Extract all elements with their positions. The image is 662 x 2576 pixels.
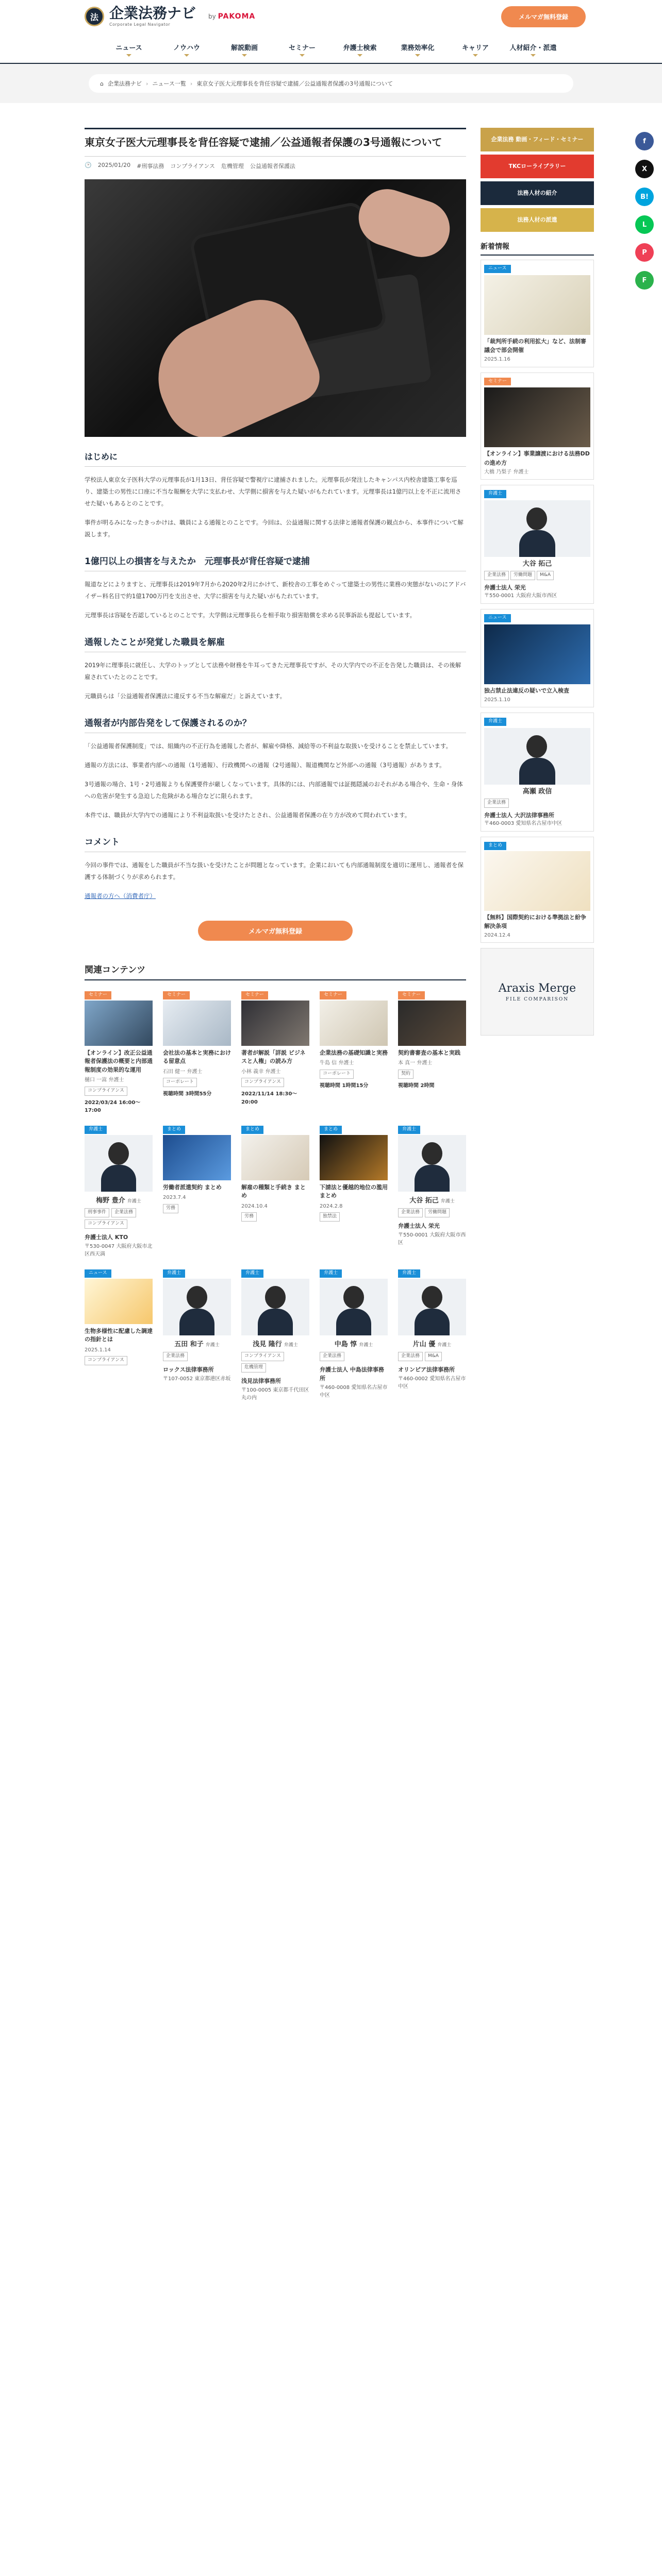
card-thumbnail <box>163 1135 231 1180</box>
topic-chip: コーポレート <box>163 1078 197 1087</box>
ad-banner[interactable] <box>481 948 594 1036</box>
nav-label: ノウハウ <box>173 44 200 52</box>
related-card[interactable] <box>398 1268 466 1402</box>
breadcrumb-news[interactable]: ニュース一覧 <box>152 80 186 87</box>
lawyer-suffix: 弁護士 <box>127 1198 141 1204</box>
sidebar-card[interactable] <box>481 485 594 604</box>
card-thumbnail <box>163 1001 231 1046</box>
category-badge: 弁護士 <box>398 1126 420 1134</box>
related-card[interactable] <box>163 1124 231 1259</box>
related-card[interactable] <box>85 990 153 1115</box>
card-thumbnail <box>85 1001 153 1046</box>
new-info-heading: 新着情報 <box>481 241 594 256</box>
nav-label: キャリア <box>461 44 489 52</box>
firm-name: オリンピア法律事務所 <box>398 1366 455 1373</box>
article-title: 東京女子医大元理事長を背任容疑で逮捕／公益通報者保護の3号通報について <box>85 128 466 157</box>
x-icon[interactable]: X <box>635 160 654 178</box>
practice-chip: 刑事事件 <box>85 1208 109 1217</box>
card-title: 契約書審査の基本と実践 <box>398 1049 460 1056</box>
related-card[interactable] <box>241 1268 309 1402</box>
chevron-down-icon <box>357 54 362 57</box>
topic-chip: 労務 <box>163 1204 178 1213</box>
lawyer-name <box>163 1340 231 1350</box>
nav-item[interactable] <box>158 37 216 63</box>
card-thumbnail <box>484 275 590 335</box>
feedly-icon[interactable]: F <box>635 271 654 290</box>
related-card[interactable] <box>398 990 466 1115</box>
sidebar-card[interactable] <box>481 837 594 943</box>
category-badge: ニュース <box>484 265 511 273</box>
category-badge: 弁護士 <box>484 490 506 498</box>
section-heading: はじめに <box>85 450 466 467</box>
topic-chip: コンプライアンス <box>85 1087 127 1096</box>
lawyer-name-text: 片山 優 <box>412 1340 436 1348</box>
breadcrumb-bar <box>0 64 662 103</box>
sidebar-card[interactable] <box>481 609 594 707</box>
category-badge: セミナー <box>398 991 425 999</box>
chevron-down-icon <box>473 54 478 57</box>
sidebar-banner[interactable]: 企業法務 動画・フィード・セミナー <box>481 128 594 151</box>
breadcrumb-separator: › <box>190 80 193 87</box>
sidebar-banner[interactable]: 法務人材の派遣 <box>481 208 594 232</box>
sidebar <box>481 128 594 1041</box>
topic-chip: 契約 <box>398 1070 413 1079</box>
paragraph: 元理事長は容疑を否認しているとのことです。大学側は元理事長らを相手取り損害賠償を求める民事訴訟も提起しています。 <box>85 612 416 619</box>
firm-address: 〒530-0047 大阪府大阪市北区西天満 <box>85 1243 153 1258</box>
category-badge: ニュース <box>484 614 511 622</box>
card-thumbnail <box>320 1135 388 1180</box>
ad-brand: Araxis Merge <box>498 981 576 995</box>
category-badge: まとめ <box>320 1126 342 1134</box>
newsletter-button[interactable]: メルマガ無料登録 <box>501 6 586 27</box>
category-badge: 弁護士 <box>484 718 506 726</box>
card-title: 下請法と優越的地位の濫用 まとめ <box>320 1183 388 1199</box>
lawyer-photo <box>241 1279 309 1335</box>
related-heading: 関連コンテンツ <box>85 962 466 980</box>
lawyer-name <box>398 1196 466 1206</box>
lawyer-name <box>398 1340 466 1350</box>
facebook-icon[interactable]: f <box>635 132 654 150</box>
site-header <box>0 0 662 33</box>
card-title: 著者が解説「詳説 ビジネスと人権」の読み方 <box>241 1049 306 1065</box>
article-tag[interactable]: 危機管理 <box>221 163 244 170</box>
practice-chip: 企業法務 <box>484 571 509 580</box>
site-logo[interactable] <box>85 6 255 27</box>
related-card[interactable] <box>320 990 388 1115</box>
practice-chip: 企業法務 <box>320 1352 344 1361</box>
related-card[interactable] <box>163 1268 231 1402</box>
card-title: 会社法の基本と実務における留意点 <box>163 1049 231 1065</box>
category-badge: 弁護士 <box>398 1269 420 1278</box>
practice-chip: 企業法務 <box>398 1352 423 1361</box>
lawyer-suffix: 弁護士 <box>437 1342 452 1348</box>
lawyer-photo <box>484 500 590 557</box>
logo-text: 企業法務ナビ <box>109 5 196 22</box>
topic-chip: コーポレート <box>320 1070 354 1079</box>
card-schedule: 2022/11/14 18:30〜20:00 <box>241 1091 297 1105</box>
card-meta: 2024.12.4 <box>484 932 510 938</box>
paragraph: 3号通報の場合、1号・2号通報よりも保護要件が厳しくなっています。具体的には、内部通報では証拠隠滅のおそれがある場合や、生命・身体への危害が発生する急迫した危険がある場合などに限られます。 <box>85 781 463 800</box>
home-icon[interactable]: ⌂ <box>100 80 104 87</box>
nav-item[interactable] <box>100 37 158 63</box>
related-card[interactable] <box>163 990 231 1115</box>
paragraph: 学校法人東京女子医科大学の元理事長が1月13日、背任容疑で警視庁に逮捕されました。元理事長が発注したキャンパス内校舎建築工事を巡り、建築士の男性に口座に不当な報酬を大学に支払わせ、大学側に損害を与えた疑いがもたれています。元理事長は1億円以上を不正に流用させた疑いもあるとのことです。 <box>85 476 461 507</box>
lawyer-name-text: 梅野 豊介 <box>96 1196 125 1205</box>
article-tag[interactable]: #刑事法務 <box>137 163 164 170</box>
section-heading: コメント <box>85 835 466 852</box>
category-badge: セミナー <box>163 991 190 999</box>
breadcrumb-current: 東京女子医大元理事長を背任容疑で逮捕／公益通報者保護の3号通報について <box>196 80 393 87</box>
card-thumbnail <box>241 1135 309 1180</box>
lawyer-name-text: 中島 惇 <box>334 1340 357 1348</box>
logo-subtitle: Corporate Legal Navigator <box>109 22 171 27</box>
lawyer-name <box>241 1340 309 1350</box>
nav-label: 業務効率化 <box>401 44 435 52</box>
practice-chip: 危機管理 <box>241 1363 266 1372</box>
card-meta: 2025.1.10 <box>484 697 510 703</box>
firm-name: 浅見法律事務所 <box>241 1377 281 1384</box>
category-badge: まとめ <box>241 1126 263 1134</box>
related-card[interactable] <box>398 1124 466 1259</box>
category-badge: まとめ <box>484 842 506 850</box>
paragraph: 今回の事件では、通報をした職員が不当な扱いを受けたことが問題となっています。企業においても内部通報制度を適切に運用し、通報者を保護する体制づくりが求められます。 <box>85 861 464 880</box>
card-schedule: 視聴時間 3時間55分 <box>163 1091 212 1097</box>
paragraph: 元職員らは「公益通報者保護法に違反する不当な解雇だ」と訴えています。 <box>85 692 286 700</box>
category-badge: 弁護士 <box>241 1269 263 1278</box>
firm-address: 〒460-0002 愛知県名古屋市中区 <box>398 1376 466 1390</box>
card-title: 解雇の種類と手続き まとめ <box>241 1183 306 1199</box>
card-title: 「裁判所手続の利用拡大」など、法制審議会で部会開催 <box>484 337 586 353</box>
lawyer-photo <box>484 728 590 785</box>
hero-image <box>85 179 466 437</box>
related-card[interactable] <box>241 990 309 1115</box>
firm-name: 弁護士法人 栄光 <box>484 584 526 591</box>
category-badge: セミナー <box>484 378 511 386</box>
practice-chip: 企業法務 <box>484 799 509 808</box>
related-card[interactable] <box>85 1268 153 1402</box>
category-badge: セミナー <box>241 991 268 999</box>
lawyer-name <box>320 1340 388 1350</box>
chevron-down-icon <box>300 54 305 57</box>
category-badge: 弁護士 <box>163 1269 185 1278</box>
category-badge: 弁護士 <box>85 1126 107 1134</box>
category-badge: セミナー <box>320 991 346 999</box>
nav-label: 解説動画 <box>230 44 258 52</box>
section-heading: 通報したことが発覚した職員を解雇 <box>85 635 466 652</box>
nav-item[interactable] <box>504 37 562 63</box>
card-meta: 石田 健一 弁護士 <box>163 1069 203 1075</box>
article-date: 2025/01/20 <box>97 162 131 168</box>
card-meta: 牛島 信 弁護士 <box>320 1060 354 1066</box>
nav-label: 人材紹介・派遣 <box>509 44 557 52</box>
card-meta: 大橋 乃梨子 弁護士 <box>484 469 529 475</box>
ad-subtitle: FILE COMPARISON <box>505 996 569 1002</box>
card-title: 【無料】国際契約における準拠法と紛争解決条項 <box>484 913 586 929</box>
sidebar-banner[interactable]: TKCローライブラリー <box>481 155 594 178</box>
topic-chip: 独禁法 <box>320 1212 340 1222</box>
firm-address: 〒550-0001 大阪府大阪市西区 <box>484 593 557 599</box>
card-thumbnail <box>398 1001 466 1046</box>
card-meta: 2023.7.4 <box>163 1195 186 1201</box>
sidebar-card[interactable] <box>481 372 594 480</box>
paragraph: 通報の方法には、事業者内部への通報（1号通報）、行政機関への通報（2号通報）、報道機関など外部への通報（3号通報）があります。 <box>85 761 445 769</box>
related-card[interactable] <box>241 1124 309 1259</box>
chevron-down-icon <box>242 54 247 57</box>
nav-item[interactable] <box>216 37 273 63</box>
chevron-down-icon <box>126 54 131 57</box>
lawyer-photo <box>85 1135 153 1192</box>
article-tag[interactable]: 公益通報者保護法 <box>250 163 295 170</box>
chevron-down-icon <box>531 54 536 57</box>
firm-name: 弁護士法人 栄光 <box>398 1222 440 1229</box>
sidebar-card[interactable] <box>481 260 594 367</box>
category-badge: セミナー <box>85 991 111 999</box>
card-title: 独占禁止法違反の疑いで立入検査 <box>484 687 569 694</box>
topic-chip: コンプライアンス <box>85 1356 127 1365</box>
lawyer-suffix: 弁護士 <box>284 1342 298 1348</box>
nav-label: ニュース <box>115 44 142 52</box>
chevron-down-icon <box>415 54 420 57</box>
practice-chip: 労働問題 <box>510 571 535 580</box>
lawyer-name <box>85 1196 153 1206</box>
card-title: 労働者派遣契約 まとめ <box>163 1183 222 1191</box>
card-meta: 樋口 一嵩 弁護士 <box>85 1077 124 1083</box>
article-main <box>85 128 466 1402</box>
card-meta: 2024.2.8 <box>320 1203 343 1209</box>
practice-chip: M&A <box>425 1352 442 1361</box>
lawyer-photo <box>320 1279 388 1335</box>
practice-chip: コンプライアンス <box>241 1352 284 1361</box>
card-title: 【オンライン】事業譲渡における法務DDの進め方 <box>484 450 590 466</box>
firm-name: 弁護士法人 大沢法律事務所 <box>484 812 554 819</box>
card-meta: 小林 義幸 弁護士 <box>241 1069 281 1075</box>
section-heading: 通報者が内部告発をして保護されるのか？ <box>85 716 466 733</box>
firm-address: 〒460-0008 愛知県名古屋市中区 <box>320 1384 388 1399</box>
firm-name: ロックス法律事務所 <box>163 1366 214 1373</box>
lawyer-suffix: 弁護士 <box>440 1198 455 1204</box>
practice-chip: 企業法務 <box>398 1208 423 1217</box>
source-link[interactable]: 通報者の方へ（消費者庁） <box>85 892 156 900</box>
sidebar-banner[interactable]: 法務人材の紹介 <box>481 181 594 205</box>
related-grid <box>85 990 466 1402</box>
related-card[interactable] <box>85 1124 153 1259</box>
card-thumbnail <box>484 624 590 684</box>
card-meta: 2024.10.4 <box>241 1203 268 1209</box>
nav-item[interactable] <box>389 37 446 63</box>
nav-item[interactable] <box>273 37 331 63</box>
firm-address: 〒107-0052 東京都港区赤坂 <box>163 1376 231 1382</box>
nav-label: 弁護士検索 <box>343 44 377 52</box>
lawyer-name-text: 五田 和子 <box>174 1340 204 1348</box>
nav-item[interactable] <box>331 37 389 63</box>
firm-address: 〒550-0001 大阪府大阪市西区 <box>398 1232 466 1246</box>
card-meta: 2025.1.16 <box>484 357 510 363</box>
related-card[interactable] <box>320 1268 388 1402</box>
card-thumbnail <box>85 1279 153 1324</box>
card-schedule: 視聴時間 1時間15分 <box>320 1082 369 1089</box>
firm-name: 弁護士法人 KTO <box>85 1233 128 1241</box>
nav-label: セミナー <box>288 44 316 52</box>
paragraph: 2019年に理事長に就任し、大学のトップとして法務や財務を牛耳ってきた元理事長ですが、その大学内での不正を告発した職員は、その後解雇されていたとのことです。 <box>85 662 461 681</box>
practice-chip: コンプライアンス <box>85 1219 127 1229</box>
category-badge: ニュース <box>85 1269 111 1278</box>
firm-address: 〒100-0005 東京都千代田区丸の内 <box>241 1387 309 1401</box>
lawyer-name-text: 大谷 拓己 <box>409 1196 439 1205</box>
lawyer-name-text: 浅見 隆行 <box>253 1340 282 1348</box>
lawyer-photo <box>163 1279 231 1335</box>
firm-address: 〒460-0003 愛知県名古屋市中区 <box>484 821 562 827</box>
hatena-icon[interactable]: B! <box>635 188 654 206</box>
card-thumbnail <box>484 851 590 911</box>
by-brand <box>208 13 255 20</box>
lawyer-photo <box>398 1279 466 1335</box>
card-thumbnail <box>320 1001 388 1046</box>
article-tag[interactable]: コンプライアンス <box>170 163 215 170</box>
related-card[interactable] <box>320 1124 388 1259</box>
practice-chip: 企業法務 <box>111 1208 136 1217</box>
line-icon[interactable]: L <box>635 215 654 234</box>
section-heading: 1億円以上の損害を与えたか 元理事長が背任容疑で逮捕 <box>85 554 466 571</box>
category-badge: 弁護士 <box>320 1269 342 1278</box>
practice-chip: M&A <box>537 571 554 580</box>
chevron-down-icon <box>184 54 189 57</box>
lawyer-suffix: 弁護士 <box>205 1342 220 1348</box>
firm-name: 弁護士法人 中島法律事務所 <box>320 1366 384 1382</box>
lawyer-suffix: 弁護士 <box>359 1342 373 1348</box>
article-meta <box>85 157 466 175</box>
practice-chip: 労働問題 <box>425 1208 450 1217</box>
card-meta: 本 真一 弁護士 <box>398 1060 433 1066</box>
category-badge: まとめ <box>163 1126 185 1134</box>
paragraph: 事件が明るみになったきっかけは、職員による通報とのことです。今回は、公益通報に関する法律と通報者保護の観点から、本事件について解説します。 <box>85 519 464 538</box>
brand-name: PAKOMA <box>218 12 256 21</box>
by-label: by <box>208 13 216 20</box>
nav-item[interactable] <box>446 37 504 63</box>
card-thumbnail <box>241 1001 309 1046</box>
paragraph: 本件では、職員が大学内での通報により不利益取扱いを受けたとされ、公益通報者保護の在り方が改めて問われています。 <box>85 811 411 819</box>
global-nav <box>0 33 662 64</box>
newsletter-button[interactable]: メルマガ無料登録 <box>198 921 353 941</box>
lawyer-name: 高瀬 政信 <box>522 788 552 796</box>
paragraph: 報道などによりますと、元理事長は2019年7月から2020年2月にかけて、新校舎の工事をめぐって建築士の男性に業務の実態がないのにアドバイザー料名目で約1億1700万円を支出させ、大学に損害を与えた疑いがもたれています。 <box>85 581 466 600</box>
card-schedule: 視聴時間 2時間 <box>398 1082 435 1089</box>
card-schedule: 2022/03/24 16:00〜17:00 <box>85 1099 141 1114</box>
share-bar <box>635 132 656 290</box>
practice-chip: 企業法務 <box>163 1352 188 1361</box>
topic-chip: 労務 <box>241 1212 257 1222</box>
paragraph: 「公益通報者保護制度」では、組織内の不正行為を通報した者が、解雇や降格、減給等の不利益な取扱いを受けることを禁止しています。 <box>85 742 452 750</box>
sidebar-card[interactable] <box>481 713 594 832</box>
breadcrumb-home[interactable]: 企業法務ナビ <box>107 80 142 87</box>
lawyer-name: 大谷 拓己 <box>522 560 552 568</box>
clock-icon: 🕑 <box>85 162 92 168</box>
card-title: 生物多様性に配慮した調達の指針とは <box>85 1327 153 1343</box>
topic-chip: コンプライアンス <box>241 1078 284 1087</box>
card-title: 【オンライン】改正公益通報者保護法の概要と内部通報制度の効果的な運用 <box>85 1049 153 1073</box>
card-meta: 2025.1.14 <box>85 1347 111 1353</box>
breadcrumb <box>89 74 573 93</box>
breadcrumb-separator: › <box>145 80 148 87</box>
lawyer-photo <box>398 1135 466 1192</box>
pocket-icon[interactable]: P <box>635 243 654 262</box>
logo-mark: 法 <box>85 7 104 26</box>
card-thumbnail <box>484 387 590 447</box>
card-title: 企業法務の基礎知識と実務 <box>320 1049 388 1056</box>
